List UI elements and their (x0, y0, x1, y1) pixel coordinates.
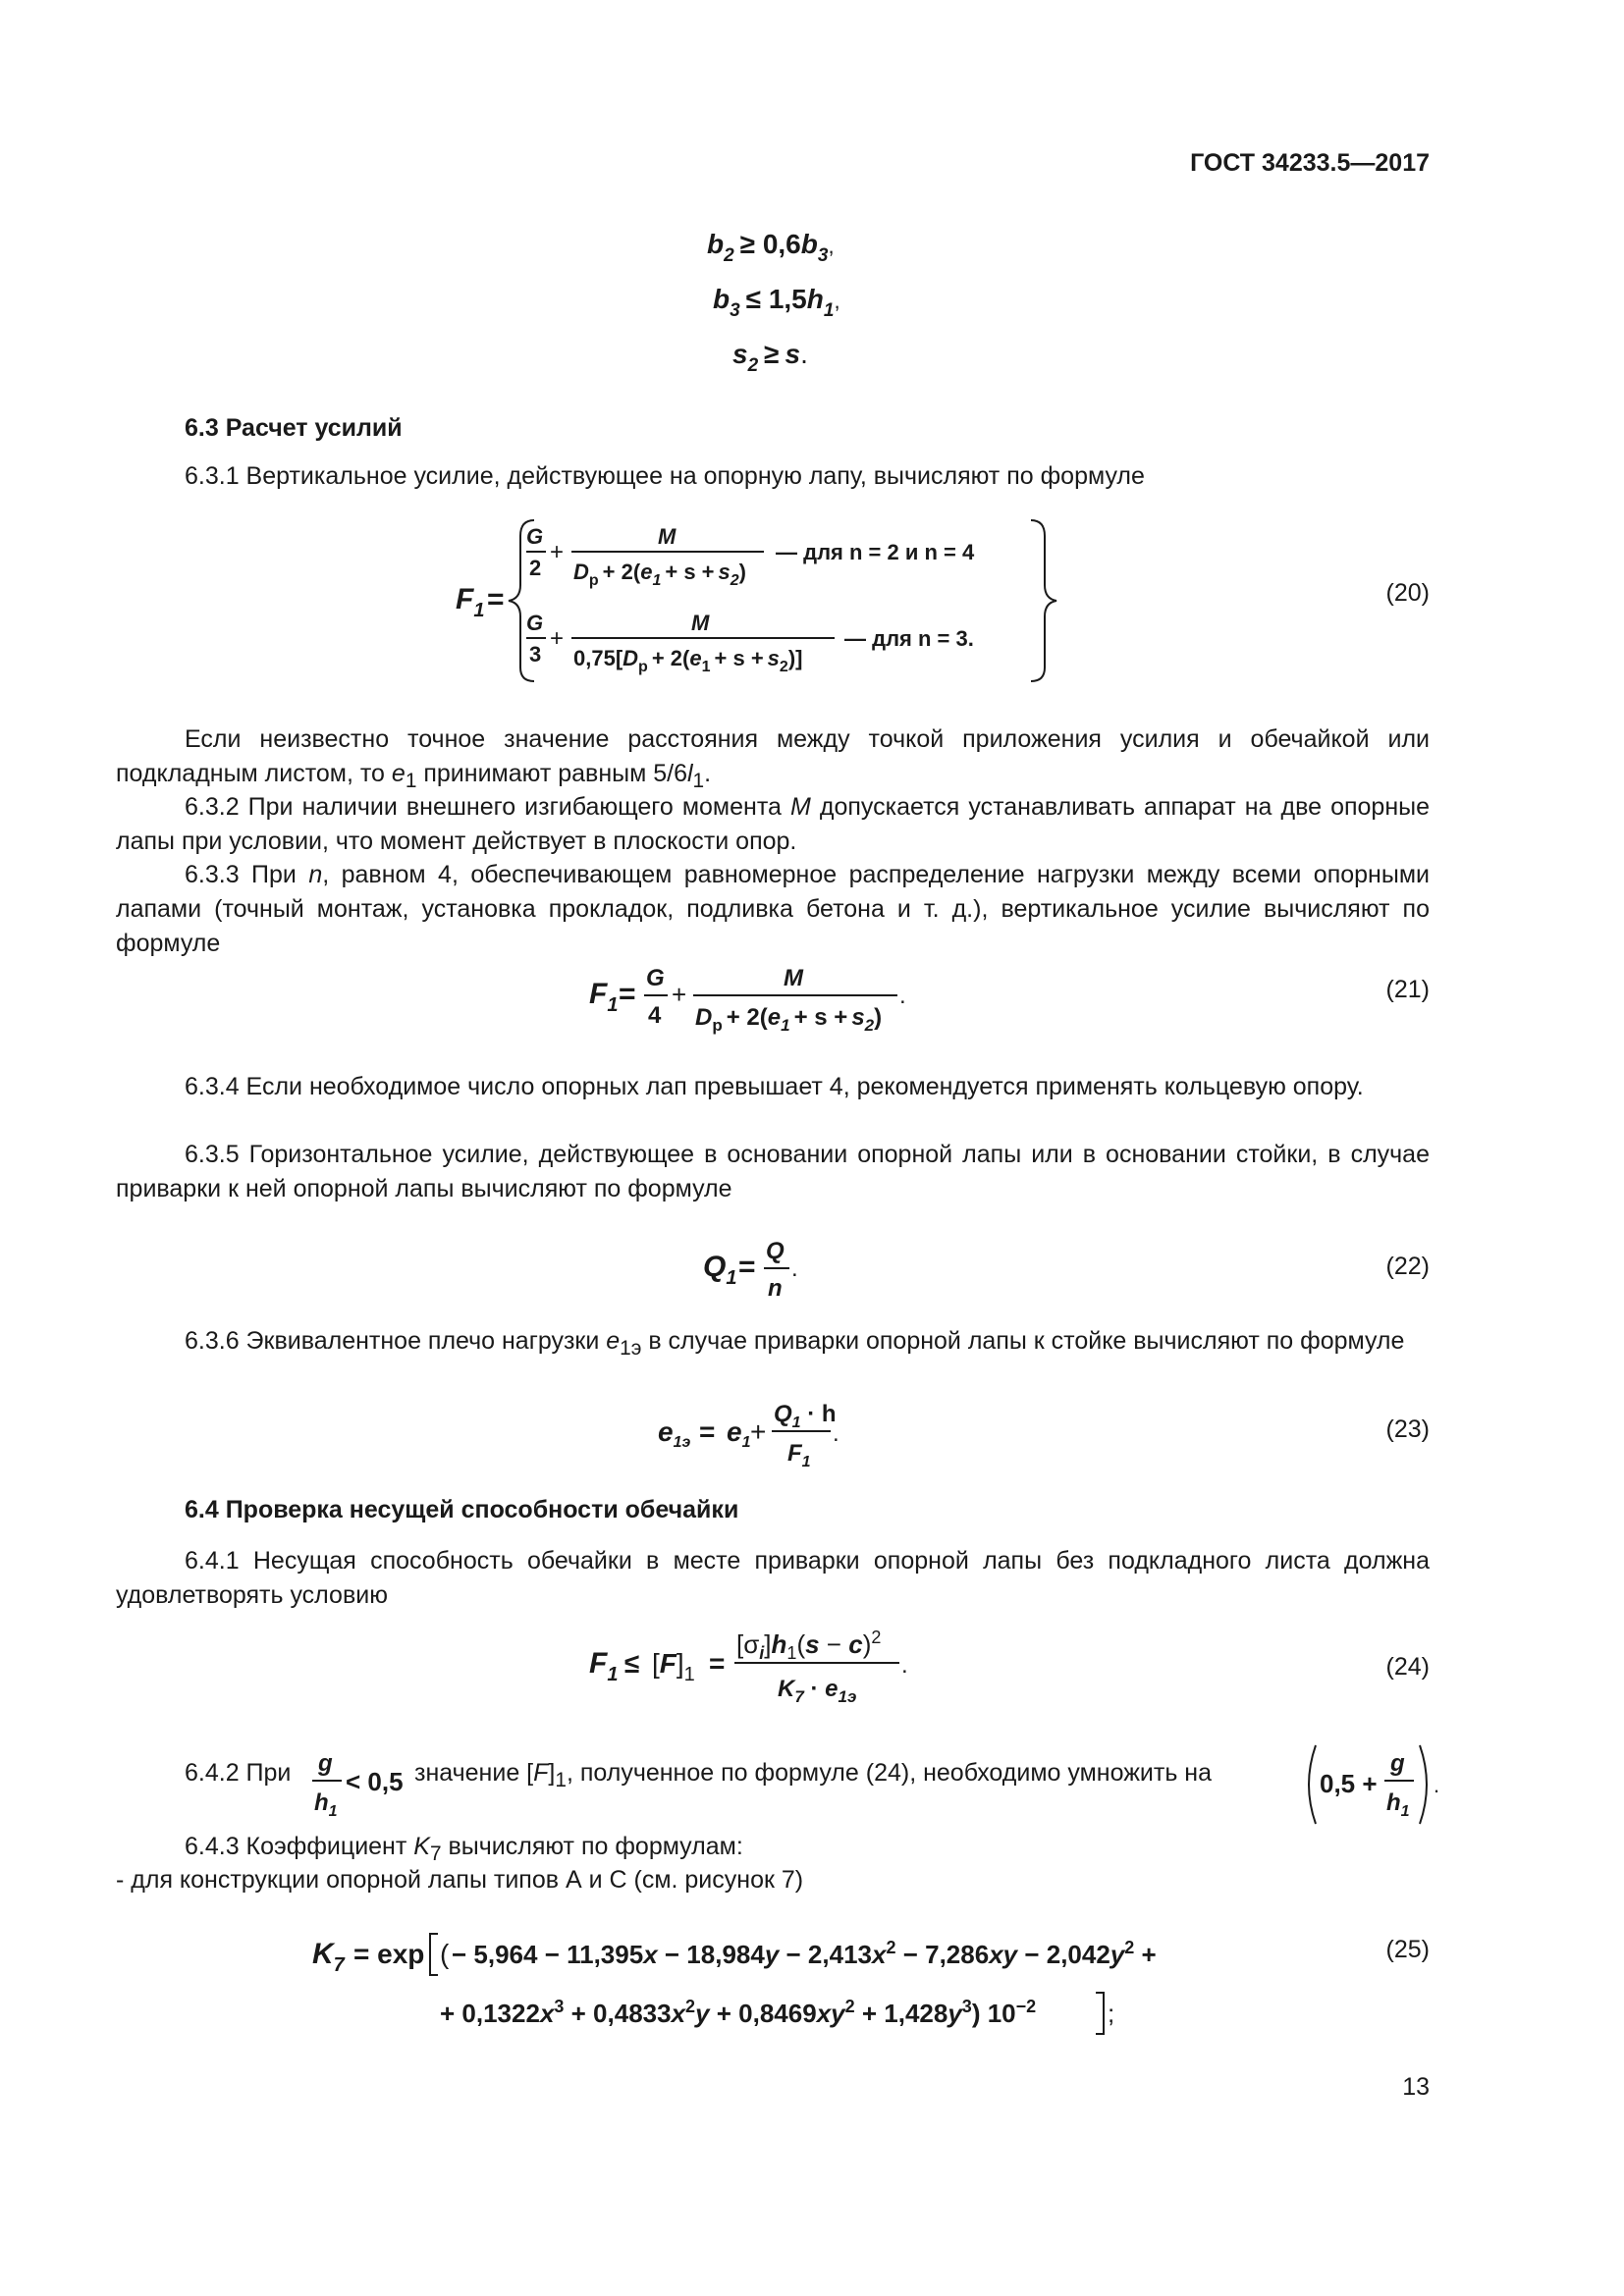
svg-text:Q: Q (766, 1238, 785, 1264)
paragraph-6-3-4: 6.3.4 Если необходимое число опорных лап превышает 4, рекомендуется применять кольцевую опору. (185, 1073, 1364, 1100)
paragraph-6-3-2: 6.3.2 При наличии внешнего изгибающего момента M допускается устанавливать аппарат на две опорные лапы при условии, что момент действует в плоскости опор. (116, 793, 1430, 855)
svg-text:G: G (646, 965, 665, 991)
svg-text:3: 3 (529, 642, 542, 667)
equation-number-24: (24) (1385, 1653, 1430, 1681)
svg-text:s2≥s.: $s_2 \ge s$. (732, 339, 808, 376)
svg-text:+ 0,1322x3 + 0,4833x2y + 0,846: + $0,1322x^3 + 0,4833x^2y + 0,8469xy^2 + 1,428y^3$) $10^{-2}$ (440, 1997, 1037, 2028)
svg-text:+: + (672, 980, 687, 1009)
inline-ratio-g-h1 (310, 1745, 404, 1824)
svg-text:=: = (487, 583, 505, 615)
svg-text:.: . (899, 983, 906, 1009)
svg-text:+: + (550, 539, 565, 565)
equation-21 (587, 958, 921, 1046)
svg-text:0,75[Dp+ 2(e1+ s +s2)]: $0,75[D_p + 2(e_1 + s + s_2)]$ (573, 646, 803, 675)
svg-text:.: . (833, 1420, 839, 1447)
svg-text:< 0,5: < 0,5 (346, 1767, 404, 1796)
svg-text:+: + (750, 1416, 767, 1447)
svg-text:F1: $F_1$ (589, 978, 619, 1016)
svg-text:4: 4 (648, 1002, 662, 1029)
svg-text:0,5 +: 0,5 + (1320, 1769, 1378, 1798)
page-number: 13 (1402, 2073, 1430, 2101)
equation-23 (656, 1392, 872, 1480)
equation-24 (587, 1622, 921, 1720)
svg-text:Dp+ 2(e1+ s +s2): $D_p + 2(e_1 + s + s_2)$ (695, 1004, 883, 1035)
svg-text:=: = (699, 1416, 716, 1447)
svg-text:[σi]h1(s − c)2: $[\sigma_i]h_1(s - c)^2$ (736, 1628, 882, 1663)
equation-number-25: (25) (1385, 1936, 1430, 1963)
svg-text:.: . (1434, 1773, 1440, 1797)
svg-text:M: M (658, 524, 677, 549)
paragraph-6-3-5: 6.3.5 Горизонтальное усилие, действующее в основании опорной лапы или в основании стойки, в случае приварки к ней опорной лапы вычисляют по формуле (116, 1141, 1430, 1202)
svg-text:K7 · e1э: $K_7 \cdot e_{1э}$ (778, 1676, 857, 1706)
svg-text:M: M (691, 611, 710, 635)
svg-text:e1э: $e_{1э}$ (658, 1416, 691, 1451)
svg-text:2: 2 (529, 556, 542, 580)
svg-text:Q1: $Q_1$ (703, 1251, 737, 1289)
list-item-type-a-c: - для конструкции опорной лапы типов А и С (см. рисунок 7) (116, 1866, 804, 1894)
svg-text:=: = (619, 978, 636, 1010)
paragraph-6-4-2: 6.4.2 При g $h_1$ < 0,5 значение $[F]_1$, полученное по формуле (24), необходимо умножить на 0,5 + g $h_1$ . (185, 1745, 1441, 1824)
section-heading-6-4: 6.4 Проверка несущей способности обечайки (185, 1496, 739, 1523)
equation-number-21: (21) (1385, 976, 1430, 1003)
equation-number-22: (22) (1385, 1253, 1430, 1280)
svg-text:=: = (709, 1648, 726, 1679)
equation-number-20: (20) (1385, 579, 1430, 607)
svg-text:K7: $K_7$ (312, 1938, 345, 1976)
svg-text:.: . (791, 1255, 798, 1282)
paragraph-6-3-6: 6.3.6 Эквивалентное плечо нагрузки $e_{1э}$ в случае приварки опорной лапы к стойке вычисляют по формуле (185, 1327, 1405, 1360)
svg-text:− 5,964 − 11,395x − 18,984y −: − $5,964 - 11,395x - 18,984y - 2,413x^2 - 7,286xy - 2,042y^2$ + (452, 1938, 1157, 1969)
inline-factor (1302, 1741, 1439, 1830)
svg-text:[F]1: $[F]_1$ (652, 1648, 695, 1685)
svg-text:M: M (784, 965, 803, 991)
svg-text:n: n (768, 1275, 783, 1302)
svg-text:=: = (738, 1251, 756, 1283)
svg-text:F1: $F_1$ (456, 583, 485, 621)
svg-text:b3≤ 1,5h1,: $b_3 \le 1,5h_1^,$ (713, 284, 840, 321)
svg-text:= exp: = exp (353, 1939, 425, 1969)
svg-text:— для n = 3.: — для n = 3. (844, 626, 974, 651)
condition-b3 (713, 279, 909, 321)
svg-text:F1: $F_1$ (787, 1440, 811, 1470)
svg-text:.: . (901, 1652, 908, 1679)
svg-text:Q1 · h: $Q_1 \cdot h$ (774, 1401, 837, 1431)
paragraph-6-3-3: 6.3.3 При n, равном 4, обеспечивающем равномерное распределение нагрузки между всеми опорными лапами (точный монтаж, установка прокладок, подливка бетона и т. д.), вертикальное усилие вычисляют по формуле (116, 861, 1430, 957)
paragraph-6-4-3: 6.4.3 Коэффициент $K_7$ вычисляют по формулам: (185, 1833, 743, 1865)
equation-22 (701, 1233, 839, 1311)
svg-text:e1: $e_1$ (727, 1416, 751, 1451)
svg-text:g: g (1390, 1750, 1405, 1777)
paragraph-6-4-1: 6.4.1 Несущая способность обечайки в месте приварки опорной лапы без подкладного листа должна удовлетворять условию (116, 1547, 1430, 1609)
equation-20 (452, 514, 1060, 691)
svg-text:(: ( (440, 1939, 450, 1969)
condition-s2 (732, 334, 929, 376)
svg-text:F1: $F_1$ (589, 1647, 619, 1685)
svg-text:g: g (318, 1750, 333, 1777)
svg-text:— для n = 2 и n = 4: — для n = 2 и n = 4 (776, 540, 975, 564)
svg-text:G: G (526, 524, 544, 549)
svg-text:b2≥ 0,6b3,: $b_2 \ge 0,6b_3^,$ (707, 229, 835, 266)
equation-25 (312, 1924, 1196, 2042)
svg-text:+: + (550, 625, 565, 652)
svg-text:≤: ≤ (624, 1648, 640, 1679)
svg-text:Dp+ 2(e1+ s +s2): $D_p + 2(e_1 + s + s_2)$ (573, 560, 746, 589)
paragraph-6-3-1: 6.3.1 Вертикальное усилие, действующее на опорную лапу, вычисляют по формуле (185, 462, 1145, 490)
svg-text:;: ; (1108, 1999, 1115, 2028)
section-heading-6-3: 6.3 Расчет усилий (185, 414, 403, 442)
svg-text:h1: $h_1$ (1386, 1789, 1410, 1820)
svg-text:h1: $h_1$ (314, 1789, 338, 1820)
paragraph-e1-note: Если неизвестно точное значение расстояния между точкой приложения усилия и обечайкой или подкладным листом, то $e_1$ принимают равным $5/6l_1$. (116, 725, 1430, 792)
document-header: ГОСТ 34233.5—2017 (1190, 149, 1430, 177)
condition-b2 (707, 224, 903, 266)
equation-number-23: (23) (1385, 1415, 1430, 1443)
svg-text:G: G (526, 611, 544, 635)
